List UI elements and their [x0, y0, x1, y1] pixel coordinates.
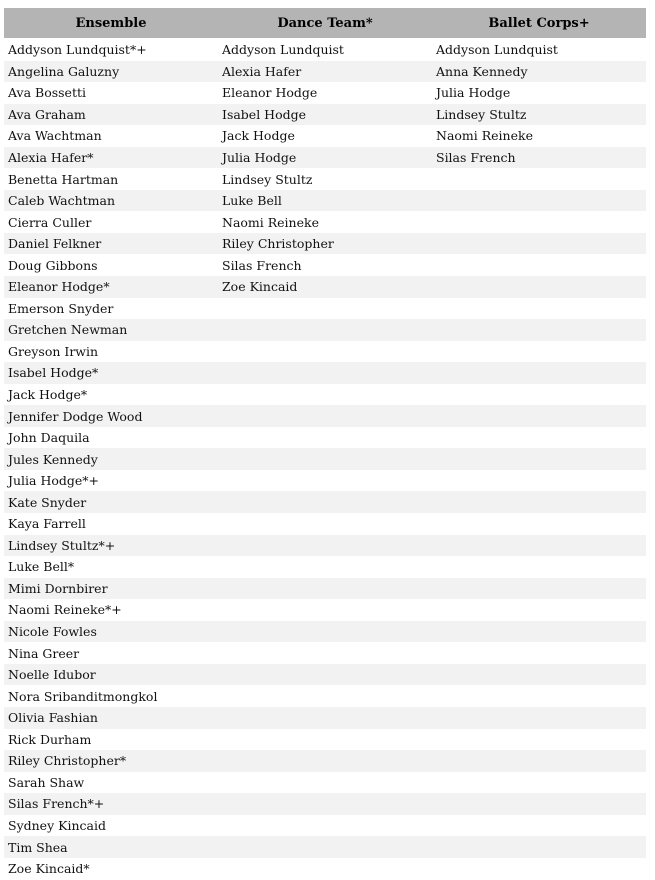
- table-row: [4, 362, 646, 384]
- table-row: [4, 664, 646, 686]
- table-header: [4, 8, 646, 38]
- ensemble-cell: Rick Durham: [8, 731, 92, 747]
- ensemble-cell: Daniel Felkner: [8, 236, 102, 252]
- table-row: [4, 276, 646, 298]
- ensemble-cell: Nicole Fowles: [8, 624, 97, 640]
- table-row: [4, 384, 646, 406]
- dance-team-cell: Alexia Hafer: [222, 63, 302, 79]
- dance-team-cell: Zoe Kincaid: [222, 279, 298, 295]
- ensemble-cell: Olivia Fashian: [8, 710, 98, 726]
- ensemble-cell: Gretchen Newman: [8, 322, 128, 338]
- ensemble-cell: Addyson Lundquist*+: [8, 42, 147, 58]
- table-row: [4, 233, 646, 255]
- ensemble-cell: Alexia Hafer*: [8, 150, 94, 165]
- table-row: [4, 211, 646, 233]
- ensemble-cell: Kaya Farrell: [8, 516, 86, 532]
- ensemble-cell: Julia Hodge*+: [8, 473, 100, 489]
- ensemble-cell: Luke Bell*: [8, 559, 75, 575]
- ballet-corps-cell: Anna Kennedy: [436, 63, 528, 79]
- ensemble-cell: Ava Graham: [8, 106, 86, 122]
- table-row: [4, 793, 646, 815]
- ensemble-cell: Kate Snyder: [8, 494, 87, 510]
- ensemble-cell: Doug Gibbons: [8, 257, 98, 273]
- table-row: [4, 750, 646, 772]
- dance-team-cell: Lindsey Stultz: [222, 171, 313, 187]
- ensemble-cell: Ava Bossetti: [8, 85, 86, 101]
- table-row: [4, 147, 646, 169]
- ensemble-cell: Noelle Idubor: [8, 667, 96, 683]
- ensemble-cell: Zoe Kincaid*: [8, 861, 90, 877]
- table-row: [4, 448, 646, 470]
- table-row: [4, 319, 646, 341]
- ensemble-cell: Greyson Irwin: [8, 343, 99, 359]
- ensemble-cell: Isabel Hodge*: [8, 365, 99, 381]
- dance-team-cell: Riley Christopher: [222, 236, 334, 252]
- table-row: [4, 39, 646, 61]
- dance-team-cell: Addyson Lundquist: [222, 42, 344, 58]
- dance-team-cell: Isabel Hodge: [222, 106, 307, 122]
- header-ensemble: Ensemble: [75, 15, 147, 31]
- table-row: [4, 535, 646, 557]
- table-row: [4, 815, 646, 837]
- dance-team-cell: Eleanor Hodge: [222, 85, 318, 101]
- table-row: [4, 341, 646, 363]
- ensemble-cell: Lindsey Stultz*+: [8, 537, 116, 553]
- ensemble-cell: Benetta Hartman: [8, 171, 119, 187]
- ensemble-cell: Silas French*+: [8, 796, 105, 812]
- table-row: [4, 836, 646, 858]
- table-row: [4, 82, 646, 104]
- dance-team-cell: Julia Hodge: [222, 150, 297, 165]
- header-ballet-corps: Ballet Corps+: [488, 15, 590, 31]
- header-dance-team: Dance Team*: [277, 15, 373, 31]
- table-row: [4, 298, 646, 320]
- table-row: [4, 642, 646, 664]
- ensemble-cell: Jennifer Dodge Wood: [8, 408, 143, 424]
- dance-team-cell: Naomi Reineke: [222, 214, 319, 230]
- dance-team-cell: Silas French: [222, 257, 302, 273]
- table-row: [4, 772, 646, 794]
- ensemble-cell: Sydney Kincaid: [8, 817, 106, 833]
- ensemble-cell: Ava Wachtman: [8, 128, 102, 144]
- ballet-corps-cell: Lindsey Stultz: [436, 106, 527, 122]
- ensemble-cell: Sarah Shaw: [8, 774, 85, 790]
- table-row: [4, 104, 646, 126]
- ensemble-cell: Jack Hodge*: [8, 387, 88, 403]
- table-row: [4, 254, 646, 276]
- ensemble-cell: Riley Christopher*: [8, 753, 127, 769]
- table-row: [4, 556, 646, 578]
- table-row: [4, 621, 646, 643]
- dance-team-cell: Jack Hodge: [222, 128, 295, 144]
- ensemble-cell: Eleanor Hodge*: [8, 279, 110, 295]
- ensemble-cell: Cierra Culler: [8, 214, 92, 230]
- dance-team-cell: Luke Bell: [222, 193, 282, 209]
- ensemble-cell: Naomi Reineke*+: [8, 602, 122, 618]
- ensemble-cell: John Daquila: [8, 430, 90, 446]
- table-row: [4, 427, 646, 449]
- ensemble-cell: Nina Greer: [8, 645, 80, 661]
- ballet-corps-cell: Silas French: [436, 150, 516, 165]
- ensemble-cell: Mimi Dornbirer: [8, 580, 108, 596]
- table-row: [4, 707, 646, 729]
- ensemble-cell: Angelina Galuzny: [8, 63, 120, 79]
- table-row: [4, 599, 646, 621]
- table-row: [4, 729, 646, 751]
- table-row: [4, 168, 646, 190]
- table-row: [4, 61, 646, 83]
- table-row: [4, 125, 646, 147]
- ensemble-cell: Caleb Wachtman: [8, 193, 116, 209]
- ensemble-cell: Emerson Snyder: [8, 300, 114, 316]
- ensemble-cell: Jules Kennedy: [8, 451, 98, 467]
- table-row: [4, 405, 646, 427]
- table-row: [4, 578, 646, 600]
- table-row: [4, 513, 646, 535]
- ensemble-cell: Tim Shea: [8, 839, 68, 855]
- ballet-corps-cell: Naomi Reineke: [436, 128, 533, 144]
- ballet-corps-cell: Addyson Lundquist: [436, 42, 558, 58]
- table-row: [4, 190, 646, 212]
- table-row: [4, 491, 646, 513]
- cast-table: [4, 8, 646, 879]
- table-row: [4, 685, 646, 707]
- ballet-corps-cell: Julia Hodge: [436, 85, 511, 101]
- table-row: [4, 470, 646, 492]
- ensemble-cell: Nora Sribanditmongkol: [8, 688, 158, 704]
- table-row: [4, 858, 646, 880]
- table-body: [4, 39, 646, 879]
